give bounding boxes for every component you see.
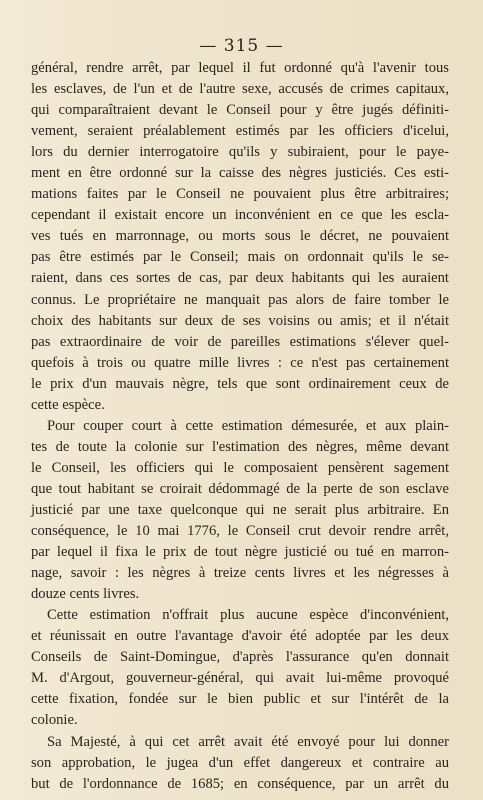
text-line: M. d'Argout, gouverneur-général, qui avait lui-même provoqué: [31, 670, 449, 687]
text-line: tes de toute la colonie sur l'estimation des nègres, même devant: [31, 438, 449, 455]
text-line: lors du dernier interrogatoire qu'ils y subiraient, pour le paye-: [31, 144, 449, 161]
text-line: vement, seraient préalablement estimés par les officiers d'icelui,: [31, 123, 449, 140]
text-line: justicié par une taxe quelconque qui ne serait plus arbitraire. En: [31, 501, 449, 518]
body-text: [31, 58, 449, 795]
text-line: Sa Majesté, à qui cet arrêt avait été envoyé pour lui donner: [47, 733, 449, 750]
text-line: le Conseil, les officiers qui le composaient pensèrent sagement: [31, 459, 449, 476]
text-line: que tout habitant se croirait dédommagé de la perte de son esclave: [31, 480, 449, 497]
text-line: raient, dans ces sortes de cas, par deux habitants qui les auraient: [31, 270, 449, 287]
text-line: but de l'ordonnance de 1685; en conséquence, par un arrêt du: [31, 775, 449, 792]
paragraph: [31, 58, 449, 416]
text-line: colonie.: [31, 712, 78, 729]
text-line: les esclaves, de l'un et de l'autre sexe, accusés de crimes capitaux,: [31, 81, 449, 98]
text-line: pas extraordinaire de voir de pareilles estimations s'élever quel-: [31, 333, 449, 350]
page-number: — 315 —: [199, 36, 284, 56]
text-line: conséquence, le 10 mai 1776, le Conseil crut devoir rendre arrêt,: [31, 523, 449, 540]
text-line: Conseils de Saint-Domingue, d'après l'assurance qu'en donnait: [31, 649, 449, 666]
text-line: cette espèce.: [31, 396, 105, 413]
text-line: ment en être ordonné sur la caisse des nègres justiciés. Ces esti-: [31, 165, 449, 182]
paragraph: [31, 732, 449, 795]
text-line: pas être estimés par le Conseil; mais on ordonnait qu'ils le se-: [31, 249, 449, 266]
paragraph: [31, 605, 449, 731]
text-line: et réunissait en outre l'avantage d'avoir été adoptée par les deux: [31, 628, 449, 645]
text-line: par lequel il fixa le prix de tout nègre justicié ou tué en marron-: [31, 544, 449, 561]
text-line: connus. Le propriétaire ne manquait pas alors de faire tomber le: [31, 291, 449, 308]
text-line: cette fixation, fondée sur le bien public et sur l'intérêt de la: [31, 691, 449, 708]
text-line: Cette estimation n'offrait plus aucune espèce d'inconvénient,: [47, 607, 449, 624]
text-line: son approbation, le jugea d'un effet dangereux et contraire au: [31, 754, 449, 771]
text-line: douze cents livres.: [31, 586, 140, 603]
text-line: qui comparaîtraient devant le Conseil pour y être jugés définiti-: [31, 102, 449, 119]
text-line: Pour couper court à cette estimation démesurée, et aux plain-: [47, 417, 449, 434]
text-line: ves tués en marronnage, ou morts sous le décret, ne pouvaient: [31, 228, 449, 245]
text-line: général, rendre arrêt, par lequel il fut ordonné qu'à l'avenir tous: [31, 60, 449, 76]
text-line: cependant il existait encore un inconvénient en ce que les escla-: [31, 207, 449, 224]
text-line: quefois à trois ou quatre mille livres : ce n'est pas certainement: [31, 354, 449, 371]
text-line: mations faites par le Conseil ne pouvaient plus être arbitraires;: [31, 186, 449, 203]
text-line: choix des habitants sur deux de ses voisins ou amis; et il n'était: [31, 312, 449, 329]
text-line: nage, savoir : les nègres à treize cents livres et les négresses à: [31, 565, 449, 582]
text-line: le prix d'un mauvais nègre, tels que sont ordinairement ceux de: [31, 375, 449, 392]
paragraph: [31, 416, 449, 605]
